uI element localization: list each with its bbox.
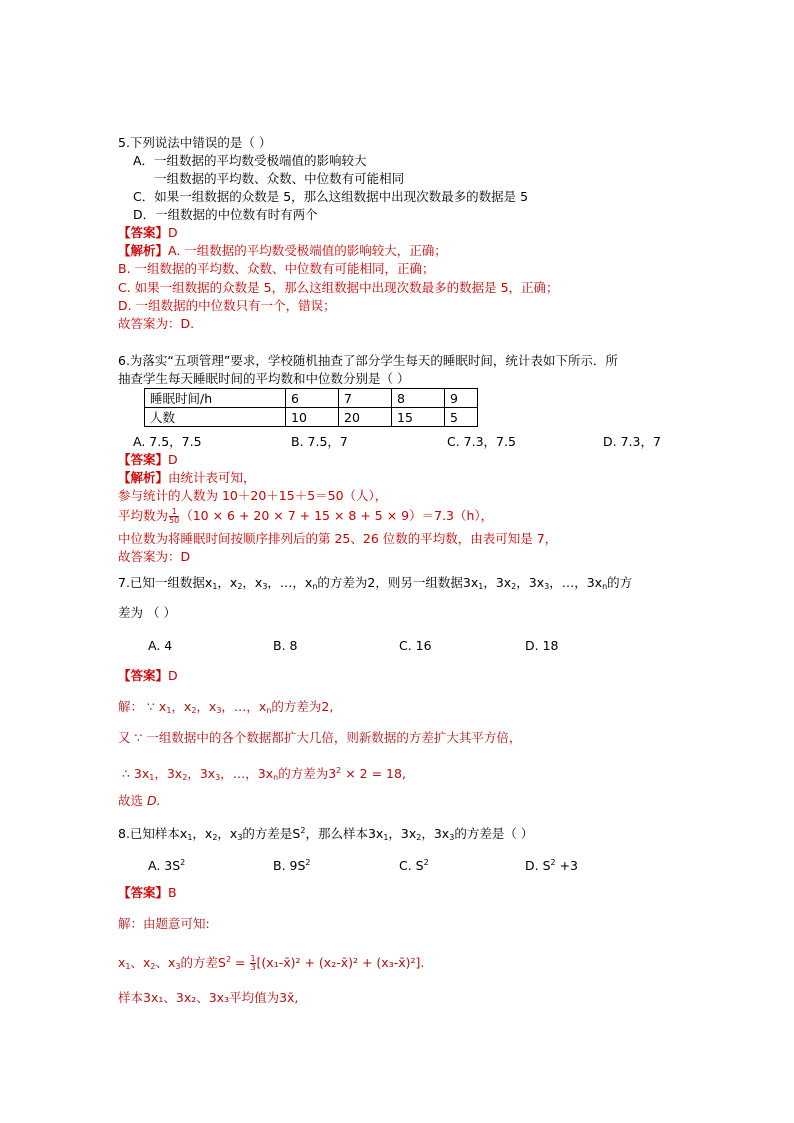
table-cell: 20 [339,408,392,427]
q6-analysis-1: 【解析】由统计表可知， [118,470,256,485]
q7-option-b: B. 8 [273,638,298,653]
table-row [145,389,478,408]
q7-answer: 【答案】D [118,668,178,683]
table-cell: 10 [286,408,339,427]
q5-analysis-5: 故答案为：D. [118,316,195,331]
q5-option-a: A．一组数据的平均数受极端值的影响较大 [133,153,367,168]
q7-option-d: D. 18 [525,638,559,653]
q7-stem-line2: 差为 （ ） [118,605,176,620]
q6-analysis-2: 参与统计的人数为 10＋20＋15＋5＝50（人）， [118,488,388,503]
q5-stem: 5.下列说法中错误的是（ ） [118,135,272,150]
q8-solution-1: 解：由题意可知: [118,916,210,931]
q5-answer: 【答案】D [118,225,178,240]
q7-option-a: A. 4 [148,638,173,653]
q6-analysis-5: 故答案为：D [118,549,191,564]
table-cell: 6 [286,389,339,408]
q7-solution-2: 又 ∵ 一组数据中的各个数据都扩大几倍，则新数据的方差扩大其平方倍， [118,730,522,745]
q8-answer: 【答案】B [118,885,177,900]
fraction: $\frac{1}{3}$ [250,954,256,972]
q8-option-c: C. $S^2$ [399,858,429,873]
fraction: $\frac{1}{50}$ [169,507,180,525]
q5-analysis-2: B. 一组数据的平均数、众数、中位数有可能相同，正确； [118,261,435,276]
q6-answer: 【答案】D [118,452,178,467]
q8-solution-2: $x_1$、$x_2$、$x_3$的方差$S^2$ = $\frac{1}{3}$ [(x₁-x̄)² + (x₂-x̄)² + (x₃-x̄)²]. [118,954,425,972]
q6-stem-line2: 抽查学生每天睡眠时间的平均数和中位数分别是（ ） [118,371,410,386]
q7-stem-line1: 7.已知一组数据$x_1$，$x_2$，$x_3$，…，$x_n$的方差为2，则另一组数据$3x_1$，$3x_2$，$3x_3$，…，$3x_n$的方 [118,575,633,591]
sleep-table [144,388,478,427]
q8-option-a: A. $3S^2$ [148,858,186,873]
table-cell: 7 [339,389,392,408]
q6-stem-line1: 6.为落实“五项管理”要求，学校随机抽查了部分学生每天的睡眠时间，统计表如下所示．所 [118,353,618,368]
table-cell: 人数 [145,408,286,427]
q5-option-b: 一组数据的平均数、众数、中位数有可能相同 [154,171,405,186]
q6-analysis-3: 平均数为 $\frac{1}{50}$ （10 × 6 + 20 × 7 + 15 × 8 + 5 × 9）＝7.3（h）， [118,507,494,525]
q8-option-b: B. $9S^2$ [273,858,311,873]
q5-analysis-4: D. 一组数据的中位数只有一个，错误； [118,298,336,313]
table-cell: 5 [445,408,478,427]
q7-solution-3: ∴ $3x_1$，$3x_2$，$3x_3$，…，$3x_n$的方差为$3^2 \times 2 = 18$, [121,766,406,782]
q5-option-d: D．一组数据的中位数有时有两个 [133,207,318,222]
table-row [145,408,478,427]
q7-option-c: C. 16 [399,638,432,653]
q8-stem: 8.已知样本$x_1$，$x_2$，$x_3$的方差是$S^2$，那么样本$3x_1$，$3x_2$，$3x_3$的方差是（ ） [118,826,534,842]
q6-option-b: B. 7.5，7 [291,434,348,449]
q6-option-c: C. 7.3，7.5 [447,434,516,449]
table-cell: 15 [392,408,445,427]
q7-solution-4: 故选 D. [118,793,161,808]
q5-option-c: C．如果一组数据的众数是 5，那么这组数据中出现次数最多的数据是 5 [133,189,529,204]
q6-option-a: A. 7.5，7.5 [133,434,202,449]
q6-analysis-4: 中位数为将睡眠时间按顺序排列后的第 25、26 位数的平均数，由表可知是 7， [118,531,558,546]
q8-option-d: D. $S^2 +3$ [525,858,579,873]
table-cell: 睡眠时间/h [145,389,286,408]
q7-solution-1: 解： ∵ $x_1$，$x_2$，$x_3$，…，$x_n$的方差为2, [118,699,334,715]
table-cell: 9 [445,389,478,408]
q5-analysis-1: 【解析】A. 一组数据的平均数受极端值的影响较大，正确； [118,243,447,258]
q6-option-d: D. 7.3，7 [603,434,661,449]
q5-analysis-3: C. 如果一组数据的众数是 5，那么这组数据中出现次数最多的数据是 5，正确； [118,280,559,295]
q8-solution-3: 样本3x₁、3x₂、3x₃平均值为3x̄, [118,990,299,1005]
table-cell: 8 [392,389,445,408]
